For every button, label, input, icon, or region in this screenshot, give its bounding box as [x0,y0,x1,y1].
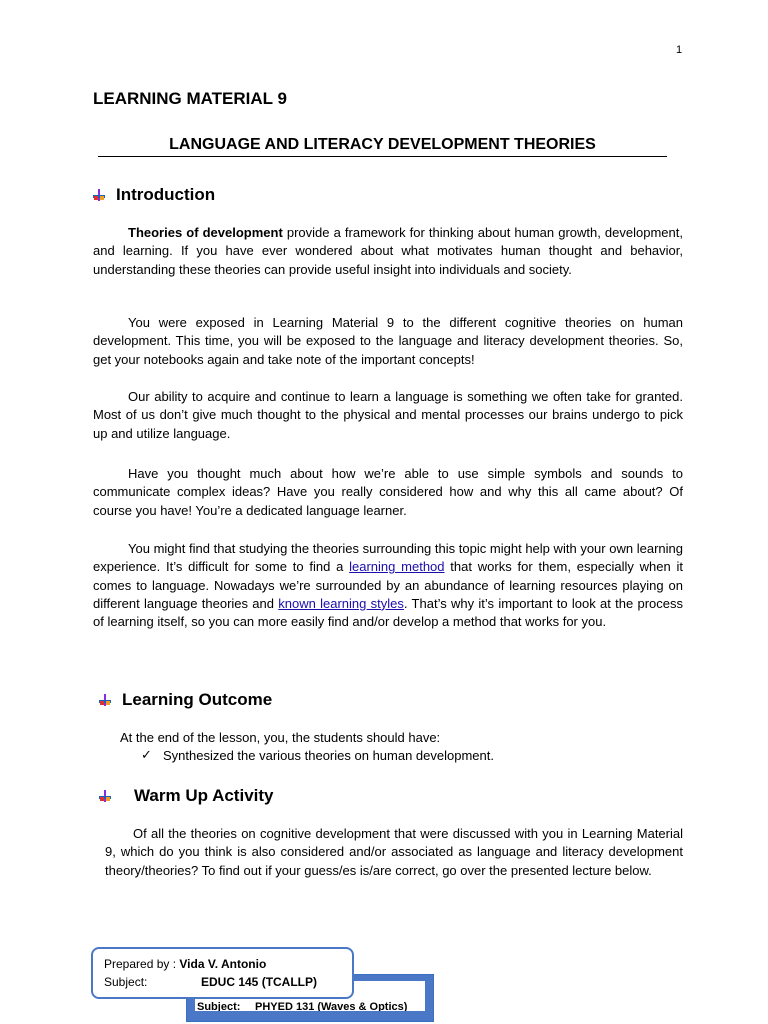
checkmark-icon: ✓ [141,747,152,762]
learning-outcome-heading [99,690,272,710]
learning-method-link[interactable]: learning method [349,559,445,575]
warm-up-paragraph [105,825,683,880]
main-title: LANGUAGE AND LITERACY DEVELOPMENT THEORIES [98,136,667,157]
page-number: 1 [676,44,683,56]
intro-p4-text: Have you thought much about how we’re able to use simple symbols and sounds to communicate complex ideas? Have you really considered how and why this all came about? Of course you have! You’re a dedicated language learner. [93,466,683,518]
intro-p5-text-c: . That’s why it’s important to look at the process of learning itself, so you can more easily find and/or develop a method that works for you. [93,595,684,630]
intro-paragraph-3 [93,388,683,443]
intro-p5-text-b: that works for them, especially when it comes to language. Nowadays we’re surrounded by an abundance of learning resources playing on different language theories and [93,559,683,611]
prepared-by-row [104,957,266,971]
prepared-by-label: Prepared by : [104,957,177,971]
learning-outcome-intro: At the end of the lesson, you, the students should have: [120,730,441,745]
intro-paragraph-4 [93,465,683,520]
prepared-by-name: Vida V. Antonio [179,957,267,971]
intro-p2-text: You were exposed in Learning Material 9 to the different cognitive theories on human development. This time, you will be exposed to the language and literacy development theories. So, get your notebooks again and take note of the important concepts! [93,315,683,367]
introduction-heading-text: Introduction [116,185,216,204]
introduction-heading [93,185,215,205]
subject-value: EDUC 145 (TCALLP) [201,975,318,989]
theories-bold: Theories of development [128,225,283,240]
bullet-icon [93,189,105,201]
footer-card [91,947,354,999]
bullet-icon [99,694,111,706]
warm-up-text: Of all the theories on cognitive development that were discussed with you in Learning Material 9, which do you think is also considered and/or associated as language and literacy development theory/theories? To find out if your guess/es is/are correct, go over the presented lecture below. [105,826,683,878]
known-learning-styles-link[interactable]: known learning styles [278,595,404,611]
back-subject-label: Subject: [197,1001,241,1011]
learning-outcome-item-text: Synthesized the various theories on human development. [163,747,494,763]
intro-p5-text-a: You might find that studying the theories surrounding this topic might help with your own learning experience. It’s difficult for some to find a [93,541,683,575]
intro-p1-text: provide a framework for thinking about human growth, development, and learning. If you have ever wondered about what motivates human thought and behavior, understanding these theories can provide useful insight into individuals and society. [93,225,683,277]
subject-label: Subject: [104,975,148,989]
intro-paragraph-5 [93,540,683,631]
learning-outcome-item [141,747,494,763]
subject-row [104,975,147,989]
bullet-icon [99,790,111,802]
material-title: LEARNING MATERIAL 9 [93,89,287,108]
warm-up-heading [99,786,274,806]
intro-p3-text: Our ability to acquire and continue to learn a language is something we often take for granted. Most of us don’t give much thought to the physical and mental processes our brains undergo to pick up and utilize language. [93,389,683,441]
intro-paragraph-2 [93,314,683,369]
intro-paragraph-1 [93,224,683,279]
warm-up-heading-text: Warm Up Activity [134,786,274,805]
learning-outcome-heading-text: Learning Outcome [122,690,273,709]
back-subject-value: PHYED 131 (Waves & Optics) [255,1001,408,1011]
